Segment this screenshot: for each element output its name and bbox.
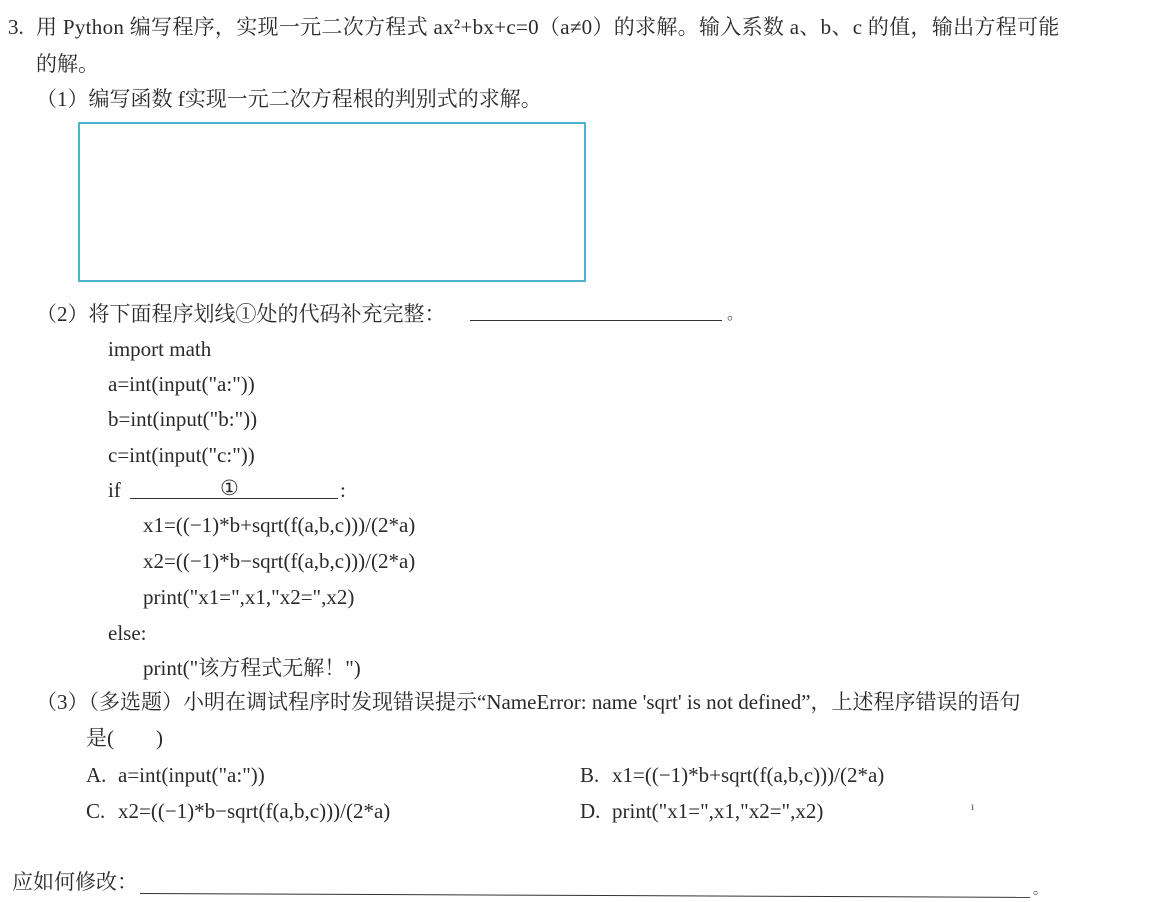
option-a[interactable]: [86, 765, 265, 786]
option-d-text: print("x1=",x1,"x2=",x2): [612, 799, 824, 823]
option-d-letter: D.: [580, 799, 601, 823]
question-stem-line2: 的解。: [36, 52, 99, 76]
code-line-input-b: b=int(input("b:")): [108, 407, 258, 431]
blank-marker-1: ①: [220, 476, 239, 500]
fix-end-mark: 。: [1033, 883, 1047, 898]
fix-answer-blank[interactable]: [140, 893, 1030, 898]
part3-answer-paren[interactable]: 是( ): [86, 726, 163, 750]
part2-answer-blank[interactable]: [470, 320, 722, 321]
option-a-text: a=int(input("a:")): [118, 763, 265, 787]
stray-pen-mark: ı: [971, 799, 975, 813]
question-stem-line1: 用 Python 编写程序，实现一元二次方程式 ax²+bx+c=0（a≠0）的求解。输入系数 a、b、c 的值，输出方程可能: [36, 15, 1060, 39]
option-b[interactable]: [580, 765, 884, 786]
code-line-x2: x2=((−1)*b−sqrt(f(a,b,c)))/(2*a): [143, 549, 416, 573]
part1-prompt: （1）编写函数 f实现一元二次方程根的判别式的求解。: [36, 87, 542, 111]
part1-answer-box[interactable]: [78, 122, 586, 282]
code-if-keyword: if: [108, 478, 121, 502]
option-c[interactable]: [86, 801, 390, 822]
question-number: 3.: [8, 15, 24, 39]
option-b-letter: B.: [580, 763, 600, 787]
part3-prompt: （3）（多选题）小明在调试程序时发现错误提示“NameError: name 'sqrt' is not defined”，上述程序错误的语句: [36, 690, 1021, 714]
code-if-colon: :: [340, 478, 346, 502]
code-line-print: print("x1=",x1,"x2=",x2): [143, 585, 355, 609]
code-line-input-c: c=int(input("c:")): [108, 443, 255, 467]
code-line-x1: x1=((−1)*b+sqrt(f(a,b,c)))/(2*a): [143, 513, 416, 537]
code-line-print-nosolution: print("该方程式无解！"): [143, 656, 361, 680]
option-a-letter: A.: [86, 763, 107, 787]
option-c-letter: C.: [86, 799, 106, 823]
option-d[interactable]: [580, 801, 823, 822]
fix-prompt: 应如何修改：: [12, 870, 138, 894]
option-c-text: x2=((−1)*b−sqrt(f(a,b,c)))/(2*a): [118, 799, 391, 823]
option-b-text: x1=((−1)*b+sqrt(f(a,b,c)))/(2*a): [612, 763, 885, 787]
part2-prompt: （2）将下面程序划线①处的代码补充完整：: [36, 302, 446, 326]
code-line-input-a: a=int(input("a:")): [108, 372, 255, 396]
code-line-else: else:: [108, 621, 147, 645]
code-line-import: import math: [108, 337, 212, 361]
part2-end-mark: 。: [727, 306, 744, 323]
